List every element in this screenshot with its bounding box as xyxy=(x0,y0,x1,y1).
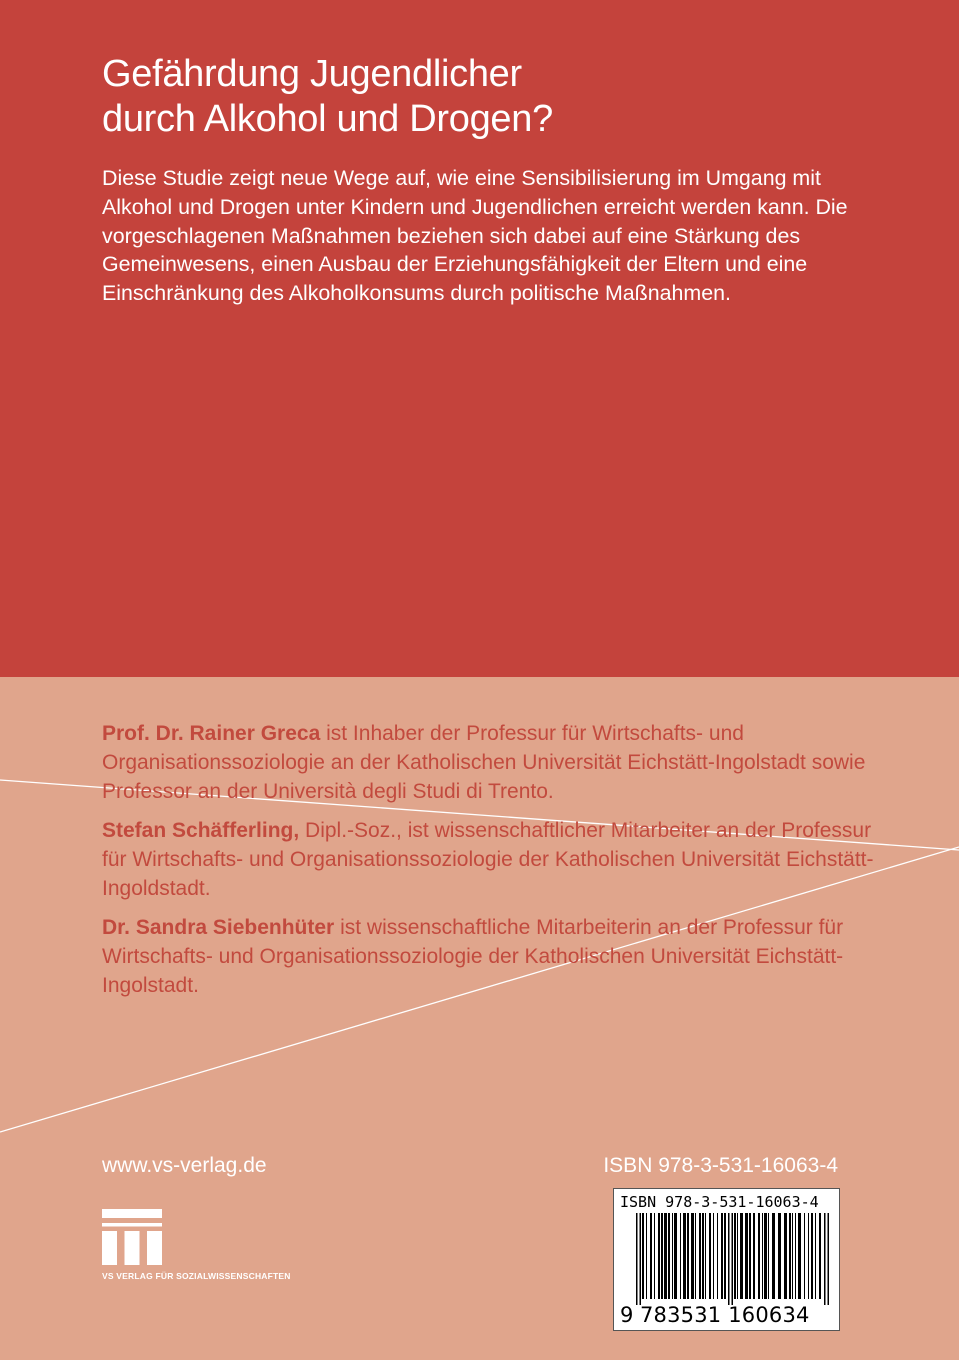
barcode-bar xyxy=(646,1213,647,1299)
barcode-bar xyxy=(672,1213,673,1299)
barcode-bar xyxy=(661,1213,663,1299)
barcode-bar xyxy=(784,1213,787,1299)
barcode-bar xyxy=(664,1213,667,1299)
title-line-2: durch Alkohol und Drogen? xyxy=(102,98,553,140)
barcode-bar xyxy=(749,1213,751,1299)
barcode-first-digit: 9 xyxy=(620,1303,634,1327)
isbn-number: ISBN 978-3-531-16063-4 xyxy=(603,1154,838,1177)
author-name: Dr. Sandra Siebenhüter xyxy=(102,916,335,939)
barcode-bar xyxy=(732,1213,734,1305)
barcode xyxy=(613,1188,840,1331)
barcode-bar xyxy=(819,1213,821,1299)
author-text: Dipl.-Soz., ist wissenschaftlicher Mitarbeiter an der Professur für Wirtschafts- und Organisationssoziologie der Katholischen Universität Eichstätt-Ingoldstadt. xyxy=(102,819,874,900)
barcode-bar xyxy=(721,1213,723,1299)
barcode-bar xyxy=(745,1213,748,1299)
barcode-bar xyxy=(758,1213,760,1299)
book-description: Diese Studie zeigt neue Wege auf, wie eine Sensibilisierung im Umgang mit Alkohol und Drogen unter Kindern und Jugendlichen erreicht werden kann. Die vorgeschlagenen Maßnahmen beziehen sich dabei auf eine Stärkung des Gemeinwesens, einen Ausbau der Erziehungsfähigkeit der Eltern und eine Einschränkung des Alkoholkonsums durch politische Maßnahmen. xyxy=(102,166,848,306)
lower-cover-panel xyxy=(0,677,959,1360)
barcode-bar xyxy=(680,1213,681,1299)
barcode-bar xyxy=(789,1213,791,1299)
author-name: Prof. Dr. Rainer Greca xyxy=(102,722,321,745)
barcode-bar xyxy=(768,1213,769,1299)
barcode-bar xyxy=(811,1213,813,1299)
barcode-bar xyxy=(702,1213,704,1299)
upper-cover-panel xyxy=(0,0,959,677)
barcode-digits: 783531 160634 xyxy=(640,1303,810,1327)
barcode-bar xyxy=(828,1213,830,1305)
barcode-bar xyxy=(772,1213,775,1299)
barcode-bar xyxy=(654,1213,655,1299)
barcode-isbn-label: ISBN 978-3-531-16063-4 xyxy=(620,1193,819,1211)
title-line-1: Gefährdung Jugendlicher xyxy=(102,53,522,95)
barcode-bar xyxy=(734,1213,736,1299)
barcode-bar xyxy=(795,1213,796,1299)
barcode-bar xyxy=(668,1213,670,1299)
barcode-bar xyxy=(753,1213,755,1299)
barcode-bar xyxy=(713,1213,714,1299)
author-bio-schaefferling xyxy=(102,816,892,903)
barcode-bar xyxy=(740,1213,743,1299)
barcode-bar xyxy=(724,1213,726,1299)
publisher-website: www.vs-verlag.de xyxy=(102,1154,267,1177)
author-bio-greca xyxy=(102,719,892,806)
barcode-bar xyxy=(691,1213,694,1299)
barcode-bar xyxy=(762,1213,763,1299)
publisher-name: VS VERLAG FÜR SOZIALWISSENSCHAFTEN xyxy=(102,1271,291,1281)
barcode-bar xyxy=(658,1213,660,1299)
barcode-bar xyxy=(709,1213,711,1299)
author-name: Stefan Schäfferling, xyxy=(102,819,300,842)
author-bio-siebenhueter xyxy=(102,913,892,1000)
barcode-bar xyxy=(705,1213,706,1299)
barcode-bar xyxy=(798,1213,801,1299)
barcode-bar xyxy=(815,1213,816,1299)
barcode-bar xyxy=(636,1213,638,1305)
barcode-bar xyxy=(674,1213,677,1299)
author-text: ist Inhaber der Professur für Wirtschafts- und Organisationssoziologie an der Katholischen Universität Eichstätt-Ingolstadt sowie Professor an der Università degli Studi di Trento. xyxy=(102,722,866,803)
barcode-bar xyxy=(804,1213,805,1299)
barcode-bar xyxy=(808,1213,809,1299)
barcode-bar xyxy=(699,1213,701,1299)
publisher-logo-icon xyxy=(102,1209,162,1265)
barcode-bar xyxy=(728,1213,730,1305)
barcode-bar xyxy=(650,1213,652,1299)
barcode-bar xyxy=(642,1213,644,1299)
barcode-bar xyxy=(640,1213,642,1305)
author-text: ist wissenschaftliche Mitarbeiterin an der Professur für Wirtschafts- und Organisationssoziologie der Katholischen Universität Eichstätt-Ingolstadt. xyxy=(102,916,844,997)
barcode-bar xyxy=(695,1213,696,1299)
barcode-bar xyxy=(737,1213,738,1299)
barcode-bar xyxy=(778,1213,781,1299)
barcode-bar xyxy=(683,1213,686,1299)
barcode-bar xyxy=(764,1213,767,1299)
barcode-bar xyxy=(792,1213,793,1299)
barcode-bar xyxy=(717,1213,718,1299)
book-title xyxy=(102,52,882,142)
barcode-bar xyxy=(824,1213,826,1305)
barcode-bar xyxy=(687,1213,689,1299)
